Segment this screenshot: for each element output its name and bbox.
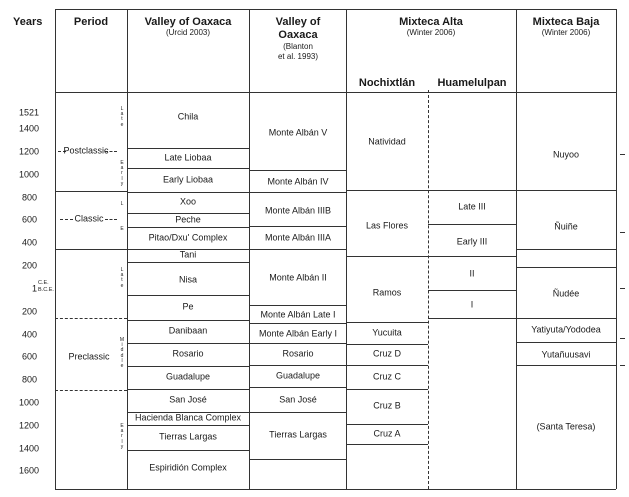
- year-label: 1600: [19, 465, 40, 476]
- year-label: 1: [32, 283, 38, 294]
- nochixtlan-phase: Ramos: [372, 287, 402, 298]
- blanton-phase: Tierras Largas: [269, 429, 327, 440]
- huamelulpan-phase: Late III: [458, 201, 486, 212]
- blanton-phase: San José: [279, 394, 317, 405]
- blanton-divider: [249, 365, 346, 366]
- period-sub-divider: [55, 390, 127, 391]
- urcid-phase: Rosario: [172, 348, 204, 359]
- mixteca-baja-divider: [516, 267, 616, 268]
- mixteca-baja-phase: Yutañuusavi: [541, 349, 591, 360]
- header-mixteca-alta: Mixteca Alta: [399, 16, 463, 28]
- mixteca-baja-phase: Ñuiñe: [554, 221, 578, 232]
- year-label: 400: [22, 329, 38, 340]
- nochixtlan-phase: Cruz C: [372, 371, 402, 382]
- nochixtlan-phase: Cruz D: [372, 348, 402, 359]
- mixteca-baja-divider: [516, 318, 616, 319]
- urcid-phase: Late Liobaa: [164, 152, 212, 163]
- nochixtlan-phase: Cruz B: [373, 400, 401, 411]
- urcid-divider: [127, 320, 249, 321]
- huamelulpan-divider: [428, 190, 516, 191]
- urcid-phase: Pitao/Dxu' Complex: [148, 232, 228, 243]
- year-label: 1521: [19, 107, 40, 118]
- huamelulpan-divider: [428, 290, 516, 291]
- blanton-phase: Monte Albán Late I: [260, 309, 336, 320]
- mixteca-baja-phase: Yatiyuta/Yododea: [531, 324, 601, 335]
- blanton-divider: [249, 226, 346, 227]
- blanton-phase: Monte Albán IV: [267, 176, 329, 187]
- period-postclassic: Postclassic: [63, 145, 109, 156]
- blanton-divider: [249, 343, 346, 344]
- header-valley-oaxaca: Valley of Oaxaca: [144, 16, 232, 28]
- mixteca-baja-phase: (Santa Teresa): [536, 421, 596, 432]
- urcid-phase: Espiridión Complex: [149, 462, 227, 473]
- subperiod-early-postclassic: E a r l y: [120, 160, 124, 187]
- year-label: 1400: [19, 123, 40, 134]
- urcid-divider: [127, 343, 249, 344]
- table-right-border: [616, 9, 617, 489]
- tick-mark: [620, 365, 625, 366]
- header-valley-oaxaca2-source-line1: (Blanton: [283, 42, 313, 51]
- blanton-divider: [249, 249, 346, 250]
- classic-dash-left: [60, 219, 73, 220]
- header-years: Years: [13, 16, 43, 28]
- period-divider-classic: [55, 191, 127, 192]
- table-bottom-border: [55, 489, 616, 490]
- urcid-divider: [127, 192, 249, 193]
- header-mixteca-alta-source: (Winter 2006): [406, 28, 456, 37]
- urcid-phase: Early Liobaa: [162, 174, 214, 185]
- nochixtlan-phase: Natividad: [368, 136, 406, 147]
- tick-mark: [620, 154, 625, 155]
- divider-mixteca-alta-left: [346, 9, 347, 489]
- mixteca-baja-divider: [516, 342, 616, 343]
- urcid-phase: Hacienda Blanca Complex: [134, 412, 242, 423]
- header-period: Period: [73, 16, 109, 28]
- blanton-divider: [249, 459, 346, 460]
- huamelulpan-phase: I: [470, 299, 474, 310]
- huamelulpan-phase: II: [469, 268, 475, 279]
- year-label: 1400: [19, 443, 40, 454]
- urcid-divider: [127, 366, 249, 367]
- year-label: 600: [22, 214, 38, 225]
- nochixtlan-divider: [346, 322, 428, 323]
- urcid-phase: Nisa: [178, 274, 198, 285]
- year-label: 1200: [19, 420, 40, 431]
- subperiod-l-classic: L: [120, 201, 124, 207]
- tick-mark: [620, 288, 625, 289]
- year-label: 400: [22, 237, 38, 248]
- header-valley-oaxaca2-line2: Oaxaca: [278, 29, 318, 41]
- nochixtlan-divider: [346, 256, 428, 257]
- blanton-divider: [249, 192, 346, 193]
- blanton-phase: Guadalupe: [275, 370, 321, 381]
- urcid-divider: [127, 227, 249, 228]
- huamelulpan-divider: [428, 318, 516, 319]
- era-ce-label: C.E.: [38, 280, 49, 286]
- period-preclassic: Preclassic: [68, 351, 110, 362]
- blanton-phase: Monte Albán IIIB: [264, 205, 332, 216]
- header-valley-oaxaca-source: (Urcid 2003): [165, 28, 211, 37]
- urcid-divider: [127, 168, 249, 169]
- urcid-divider: [127, 262, 249, 263]
- header-nochixtlan: Nochixtlán: [358, 77, 416, 89]
- header-huamelulpan: Huamelulpan: [437, 77, 507, 89]
- urcid-divider: [127, 295, 249, 296]
- subperiod-e-classic: E: [120, 226, 124, 232]
- nochixtlan-divider: [346, 365, 428, 366]
- urcid-phase: Guadalupe: [165, 371, 211, 382]
- urcid-phase: Tani: [179, 249, 197, 260]
- header-mixteca-baja: Mixteca Baja: [532, 16, 600, 28]
- nochixtlan-phase: Cruz A: [373, 428, 401, 439]
- subperiod-late-preclassic: L a t e: [120, 267, 124, 289]
- blanton-phase: Monte Albán V: [268, 127, 328, 138]
- nochixtlan-phase: Yucuita: [372, 327, 402, 338]
- nochixtlan-divider: [346, 389, 428, 390]
- mixteca-baja-divider: [516, 249, 616, 250]
- blanton-phase: Monte Albán IIIA: [264, 232, 332, 243]
- urcid-phase: Peche: [175, 214, 201, 225]
- year-label: 800: [22, 374, 38, 385]
- nochixtlan-divider: [346, 344, 428, 345]
- year-label: 200: [22, 306, 38, 317]
- table-top-border: [55, 9, 616, 10]
- subperiod-late-postclassic: L a t e: [120, 106, 124, 128]
- classic-dash-right: [105, 219, 117, 220]
- header-valley-oaxaca2-source-line2: et al. 1993): [277, 52, 319, 61]
- urcid-phase: Danibaan: [168, 325, 208, 336]
- huamelulpan-divider: [428, 256, 516, 257]
- blanton-divider: [249, 305, 346, 306]
- mixteca-baja-phase: Ñudée: [552, 288, 580, 299]
- urcid-phase: San José: [169, 394, 207, 405]
- year-label: 1000: [19, 169, 40, 180]
- urcid-divider: [127, 389, 249, 390]
- subperiod-middle-preclassic: M i d d l e: [119, 337, 125, 370]
- year-label: 600: [22, 351, 38, 362]
- nochixtlan-divider: [346, 190, 428, 191]
- nochixtlan-phase: Las Flores: [365, 220, 409, 231]
- urcid-phase: Pe: [182, 301, 194, 312]
- nochixtlan-divider: [346, 444, 428, 445]
- mixteca-baja-divider: [516, 365, 616, 366]
- header-valley-oaxaca2-line1: Valley of: [275, 16, 321, 28]
- blanton-phase: Monte Albán Early I: [258, 328, 338, 339]
- header-bottom-line: [55, 92, 616, 93]
- blanton-divider: [249, 412, 346, 413]
- year-label: 200: [22, 260, 38, 271]
- blanton-divider: [249, 170, 346, 171]
- year-label: 1000: [19, 397, 40, 408]
- mixteca-baja-phase: Nuyoo: [552, 149, 580, 160]
- mixteca-baja-divider: [516, 190, 616, 191]
- period-divider-preclassic: [55, 249, 127, 250]
- urcid-divider: [127, 450, 249, 451]
- urcid-phase: Xoo: [179, 196, 197, 207]
- year-label: 1200: [19, 146, 40, 157]
- urcid-divider: [127, 425, 249, 426]
- tick-mark: [620, 232, 625, 233]
- nochixtlan-divider: [346, 424, 428, 425]
- year-label: 800: [22, 192, 38, 203]
- urcid-phase: Chila: [177, 111, 199, 122]
- header-mixteca-baja-source: (Winter 2006): [541, 28, 591, 37]
- tick-mark: [620, 338, 625, 339]
- era-bce-label: B.C.E.: [38, 287, 54, 293]
- blanton-phase: Rosario: [282, 348, 314, 359]
- subperiod-early-preclassic: E a r l y: [120, 423, 124, 450]
- urcid-divider: [127, 148, 249, 149]
- period-sub-divider: [55, 318, 127, 319]
- urcid-phase: Tierras Largas: [159, 431, 217, 442]
- huamelulpan-phase: Early III: [456, 236, 488, 247]
- blanton-phase: Monte Albán II: [269, 272, 327, 283]
- blanton-divider: [249, 387, 346, 388]
- huamelulpan-divider: [428, 224, 516, 225]
- blanton-divider: [249, 323, 346, 324]
- period-classic: Classic: [74, 213, 104, 224]
